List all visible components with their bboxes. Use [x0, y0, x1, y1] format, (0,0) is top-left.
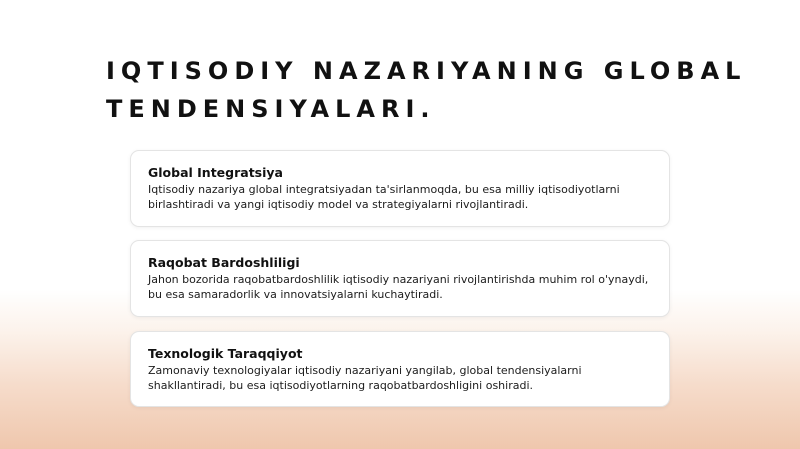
card-title: Texnologik Taraqqiyot [148, 346, 303, 361]
card-texnologik-taraqqiyot [130, 331, 670, 407]
card-raqobat-bardoshliligi [130, 240, 670, 317]
card-text: Jahon bozorida raqobatbardoshlilik iqtisodiy nazariyani rivojlantirishda muhim rol o'ynaydi, bu esa samaradorlik va innovatsiyalarni kuchaytiradi. [148, 273, 649, 301]
card-title: Raqobat Bardoshliligi [148, 255, 300, 270]
card-text: Iqtisodiy nazariya global integratsiyadan ta'sirlanmoqda, bu esa milliy iqtisodiyotlarni birlashtiradi va yangi iqtisodiy model va strategiyalarni rivojlantiradi. [148, 183, 620, 211]
card-global-integratsiya [130, 150, 670, 227]
card-title: Global Integratsiya [148, 165, 283, 180]
card-text: Zamonaviy texnologiyalar iqtisodiy nazariyani yangilab, global tendensiyalarni shakllantiradi, bu esa iqtisodiyotlarning raqobatbardoshligini oshiradi. [148, 364, 582, 392]
slide-title: IQTISODIY NAZARIYANING GLOBAL TENDENSIYALARI. [106, 57, 747, 123]
